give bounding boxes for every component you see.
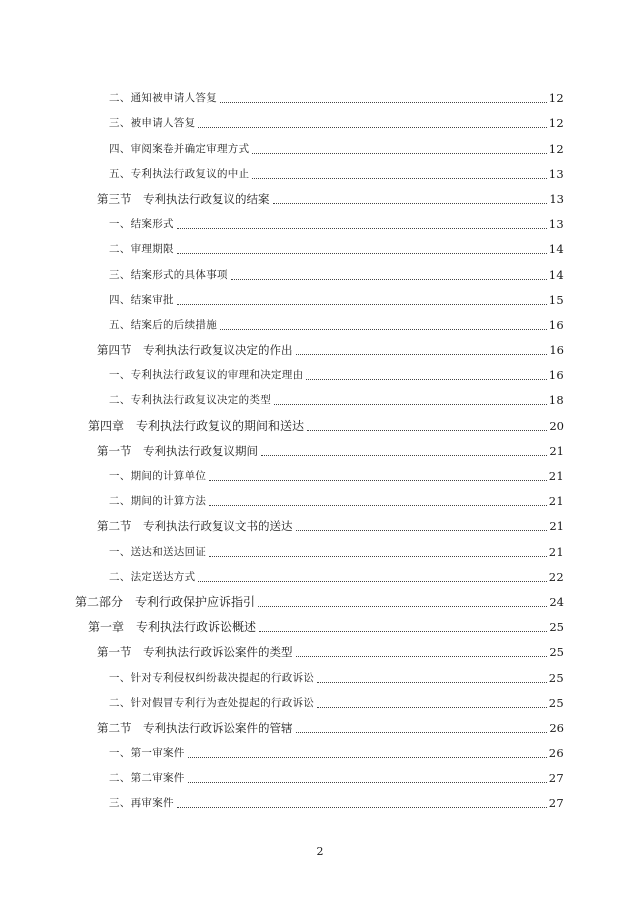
- toc-entry-part: [0, 584, 640, 609]
- toc-entry-page: 13: [548, 166, 564, 181]
- toc-entry-title: 二、期间的计算方法: [109, 495, 207, 508]
- toc-entry-title: 一、结案形式: [109, 218, 174, 231]
- dot-leader: [188, 744, 547, 758]
- toc-entry-title: 第二节 专利执法行政诉讼案件的管辖: [97, 720, 293, 735]
- toc-entry-page: 16: [548, 368, 564, 383]
- dot-leader: [252, 140, 546, 154]
- dot-leader: [306, 366, 546, 380]
- dot-leader: [177, 240, 547, 254]
- dot-leader: [188, 769, 547, 783]
- toc-entry-title: 第四章 专利执法行政复议的期间和送达: [88, 418, 305, 433]
- toc-entry-page: 16: [548, 317, 564, 332]
- toc-entry-section: [0, 433, 640, 458]
- toc-entry-page: 24: [549, 594, 564, 609]
- dot-leader: [274, 391, 547, 405]
- toc-entry-title: 第二部分 专利行政保护应诉指引: [75, 594, 256, 609]
- toc-entry-title: 二、针对假冒专利行为查处提起的行政诉讼: [109, 696, 315, 709]
- dot-leader: [296, 517, 548, 531]
- toc-entry-title: 三、结案形式的具体事项: [109, 268, 228, 281]
- toc-entry-title: 一、送达和送达回证: [109, 545, 207, 558]
- toc-entry-item: [0, 559, 640, 584]
- toc-entry-title: 第一章 专利执法行政诉讼概述: [88, 620, 257, 635]
- dot-leader: [220, 316, 547, 330]
- toc-entry-page: 12: [548, 116, 564, 131]
- toc-entry-section: [0, 634, 640, 659]
- toc-entry-page: 25: [549, 620, 564, 635]
- dot-leader: [177, 291, 547, 305]
- toc-entry-page: 12: [548, 141, 564, 156]
- toc-entry-page: 27: [548, 796, 564, 811]
- toc-entry-title: 第四节 专利执法行政复议决定的作出: [97, 343, 293, 358]
- toc-entry-item: [0, 282, 640, 307]
- toc-entry-title: 二、审理期限: [109, 243, 174, 256]
- toc-entry-chapter: [0, 609, 640, 634]
- toc-entry-page: 16: [549, 343, 564, 358]
- toc-entry-title: 二、专利执法行政复议决定的类型: [109, 394, 271, 407]
- dot-leader: [273, 190, 548, 204]
- toc-entry-title: 第一节 专利执法行政诉讼案件的类型: [97, 645, 293, 660]
- toc-entry-item: [0, 357, 640, 382]
- toc-entry-item: [0, 533, 640, 558]
- toc-entry-page: 21: [549, 443, 564, 458]
- toc-entry-title: 四、审阅案卷并确定审理方式: [109, 142, 250, 155]
- toc-entry-item: [0, 382, 640, 407]
- toc-entry-title: 第三节 专利执法行政复议的结案: [97, 191, 270, 206]
- toc-entry-item: [0, 458, 640, 483]
- toc-entry-title: 五、专利执法行政复议的中止: [109, 167, 250, 180]
- dot-leader: [317, 669, 547, 683]
- toc-entry-title: 五、结案后的后续措施: [109, 318, 217, 331]
- toc-entry-page: 13: [548, 217, 564, 232]
- toc-entry-item: [0, 735, 640, 760]
- toc-entry-item: [0, 659, 640, 684]
- toc-entry-title: 一、第一审案件: [109, 747, 185, 760]
- dot-leader: [177, 794, 547, 808]
- toc-entry-title: 二、法定送达方式: [109, 570, 196, 583]
- toc-entry-page: 21: [548, 544, 564, 559]
- toc-entry-section: [0, 508, 640, 533]
- toc-entry-title: 二、第二审案件: [109, 772, 185, 785]
- toc-entry-item: [0, 156, 640, 181]
- toc-entry-section: [0, 332, 640, 357]
- dot-leader: [231, 266, 547, 280]
- toc-entry-item: [0, 307, 640, 332]
- toc-entry-item: [0, 130, 640, 155]
- toc-entry-chapter: [0, 407, 640, 432]
- toc-entry-item: [0, 483, 640, 508]
- toc-entry-title: 第二节 专利执法行政复议文书的送达: [97, 519, 293, 534]
- toc-entry-title: 一、期间的计算单位: [109, 470, 207, 482]
- toc-entry-page: 25: [548, 670, 564, 685]
- toc-entry-page: 20: [549, 418, 564, 433]
- toc-entry-page: 25: [548, 695, 564, 710]
- toc-entry-item: [0, 105, 640, 130]
- toc-entry-page: 22: [548, 569, 564, 584]
- toc-entry-item: [0, 256, 640, 281]
- dot-leader: [209, 467, 547, 481]
- toc-entry-page: 27: [548, 771, 564, 786]
- toc-entry-page: 21: [549, 519, 564, 534]
- toc-entry-page: 13: [549, 191, 564, 206]
- dot-leader: [296, 643, 548, 657]
- table-of-contents: [0, 80, 640, 810]
- toc-entry-page: 14: [548, 267, 564, 282]
- dot-leader: [307, 417, 547, 431]
- toc-entry-page: 15: [548, 292, 564, 307]
- dot-leader: [296, 719, 548, 733]
- dot-leader: [220, 89, 547, 103]
- toc-entry-page: 12: [548, 91, 564, 106]
- toc-entry-page: 26: [549, 720, 564, 735]
- toc-entry-page: 21: [548, 469, 564, 483]
- toc-entry-title: 一、针对专利侵权纠纷裁决提起的行政诉讼: [109, 671, 315, 684]
- toc-entry-title: 第一节 专利执法行政复议期间: [97, 443, 258, 458]
- dot-leader: [177, 215, 547, 229]
- toc-entry-item: [0, 685, 640, 710]
- toc-entry-section: [0, 181, 640, 206]
- toc-entry-item: [0, 231, 640, 256]
- dot-leader: [317, 694, 547, 708]
- dot-leader: [209, 543, 547, 557]
- toc-entry-title: 四、结案审批: [109, 293, 174, 306]
- toc-entry-item: [0, 785, 640, 810]
- toc-entry-item: [0, 80, 640, 105]
- dot-leader: [198, 114, 546, 128]
- dot-leader: [258, 593, 547, 607]
- page-number: 2: [316, 845, 324, 858]
- toc-entry-page: 26: [548, 746, 564, 761]
- dot-leader: [209, 492, 547, 506]
- toc-entry-title: 一、专利执法行政复议的审理和决定理由: [109, 369, 304, 382]
- toc-entry-page: 14: [548, 242, 564, 257]
- toc-entry-section: [0, 710, 640, 735]
- toc-entry-title: 三、再审案件: [109, 797, 174, 810]
- toc-entry-page: 25: [549, 645, 564, 660]
- dot-leader: [259, 618, 547, 632]
- toc-entry-title: 三、被申请人答复: [109, 117, 196, 130]
- dot-leader: [252, 165, 546, 179]
- dot-leader: [261, 442, 547, 456]
- toc-entry-item: [0, 206, 640, 231]
- toc-entry-item: [0, 760, 640, 785]
- dot-leader: [296, 341, 548, 355]
- toc-entry-page: 18: [548, 393, 564, 408]
- dot-leader: [198, 568, 546, 582]
- toc-entry-page: 21: [548, 494, 564, 509]
- toc-entry-title: 二、通知被申请人答复: [109, 92, 217, 105]
